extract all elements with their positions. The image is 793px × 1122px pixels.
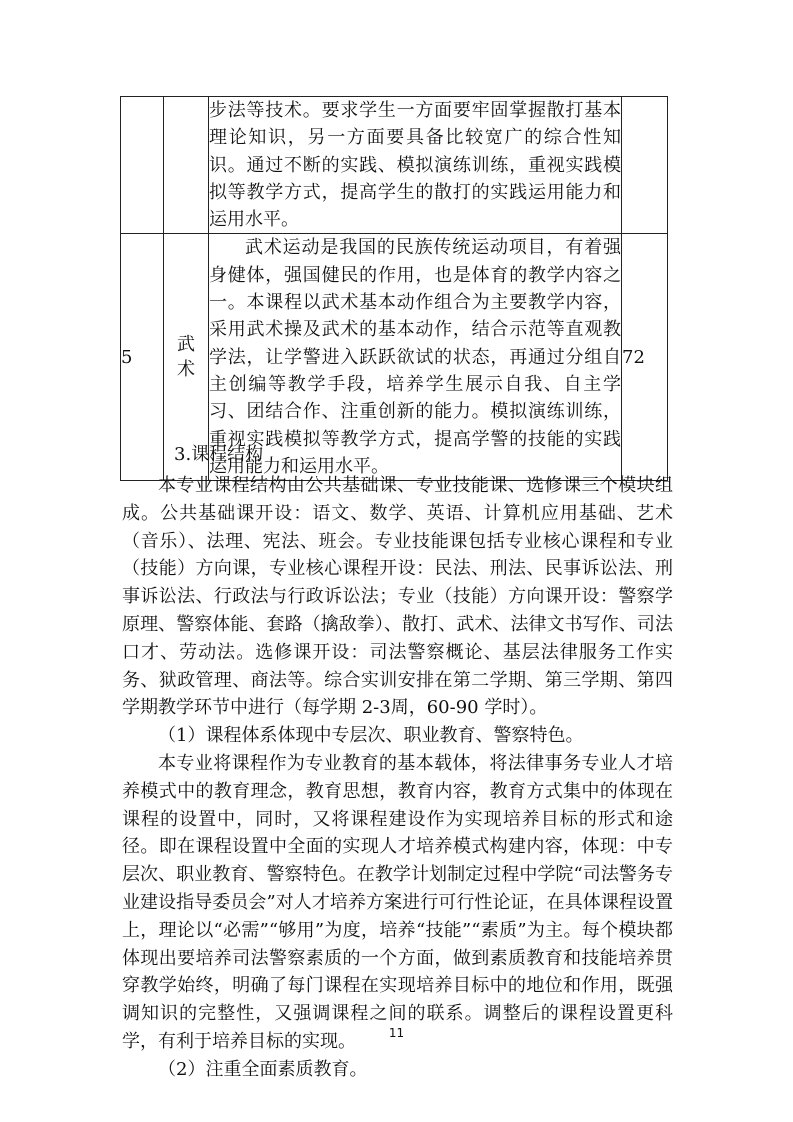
course-description: 步法等技术。要求学生一方面要牢固掌握散打基本理论知识，另一方面要具备比较宽广的综合性知识。通过不断的实践、模拟演练训练，重视实践模拟等教学方式，提高学生的散打的实践运用能力和运用水平。 [209, 100, 621, 231]
paragraph-course-structure: 本专业课程结构由公共基础课、专业技能课、选修课三个模块组成。公共基础课开设：语文、数学、英语、计算机应用基础、艺术（音乐）、法理、宪法、班会。专业技能课包括专业核心课程和专业（技能）方向课，专业核心课程开设：民法、刑法、民事诉讼法、刑事诉讼法、行政法与行政诉讼法；专业（技能）方向课开设：警察学原理、警察体能、套路（擒敌拳）、散打、武术、法律文书写作、司法口才、劳动法。选修课开设：司法警察概论、基层法律服务工作实务、狱政管理、商法等。综合实训安排在第二学期、第三学期、第四学期教学环节中进行（每学期 2-3周，60-90 学时）。 [122, 475, 673, 719]
course-number-cell: 5 [121, 234, 164, 481]
course-table [120, 96, 668, 481]
course-name-cell [164, 97, 209, 234]
table-row [121, 97, 668, 234]
course-description-cell [209, 234, 622, 481]
subheading-1: （1）课程体系体现中专层次、职业教育、警察特色。 [158, 725, 584, 747]
course-name: 武术 [177, 333, 195, 380]
section-heading: 3.课程结构 [174, 444, 264, 465]
page-number: 11 [388, 1026, 405, 1040]
course-description: 武术运动是我国的民族传统运动项目，有着强身健体，强国健民的作用，也是体育的教学内容之一。本课程以武术基本动作组合为主要教学内容，采用武术操及武术的基本动作，结合示范等直观教学法，让学警进入跃跃欲试的状态，再通过分组自主创编等教学手段，培养学生展示自我、自主学习、团结合作、注重创新的能力。模拟演练训练，重视实践模拟等教学方式，提高学警的技能的实践运用能力和运用水平。 [209, 237, 621, 477]
paragraph-course-system: 本专业将课程作为专业教育的基本载体，将法律事务专业人才培养模式中的教育理念，教育思想，教育内容，教育方式集中的体现在课程的设置中，同时，又将课程建设作为实现培养目标的形式和途径。即在课程设置中全面的实现人才培养模式构建内容，体现：中专层次、职业教育、警察特色。在教学计划制定过程中学院“司法警务专业建设指导委员会”对人才培养方案进行可行性论证，在具体课程设置上，理论以“必需”“够用”为度，培养“技能”“素质”为主。每个模块都体现出要培养司法警察素质的一个方面，做到素质教育和技能培养贯穿教学始终，明确了每门课程在实现培养目标中的地位和作用，既强调知识的完整性，又强调课程之间的联系。调整后的课程设置更科学，有利于培养目标的实现。 [122, 752, 673, 1052]
body-text [122, 472, 673, 1084]
course-hours-cell: 72 [622, 234, 668, 481]
subheading-2: （2）注重全面素质教育。 [158, 1058, 368, 1080]
course-description-cell [209, 97, 622, 234]
course-number-cell [121, 97, 164, 234]
course-hours-cell [622, 97, 668, 234]
